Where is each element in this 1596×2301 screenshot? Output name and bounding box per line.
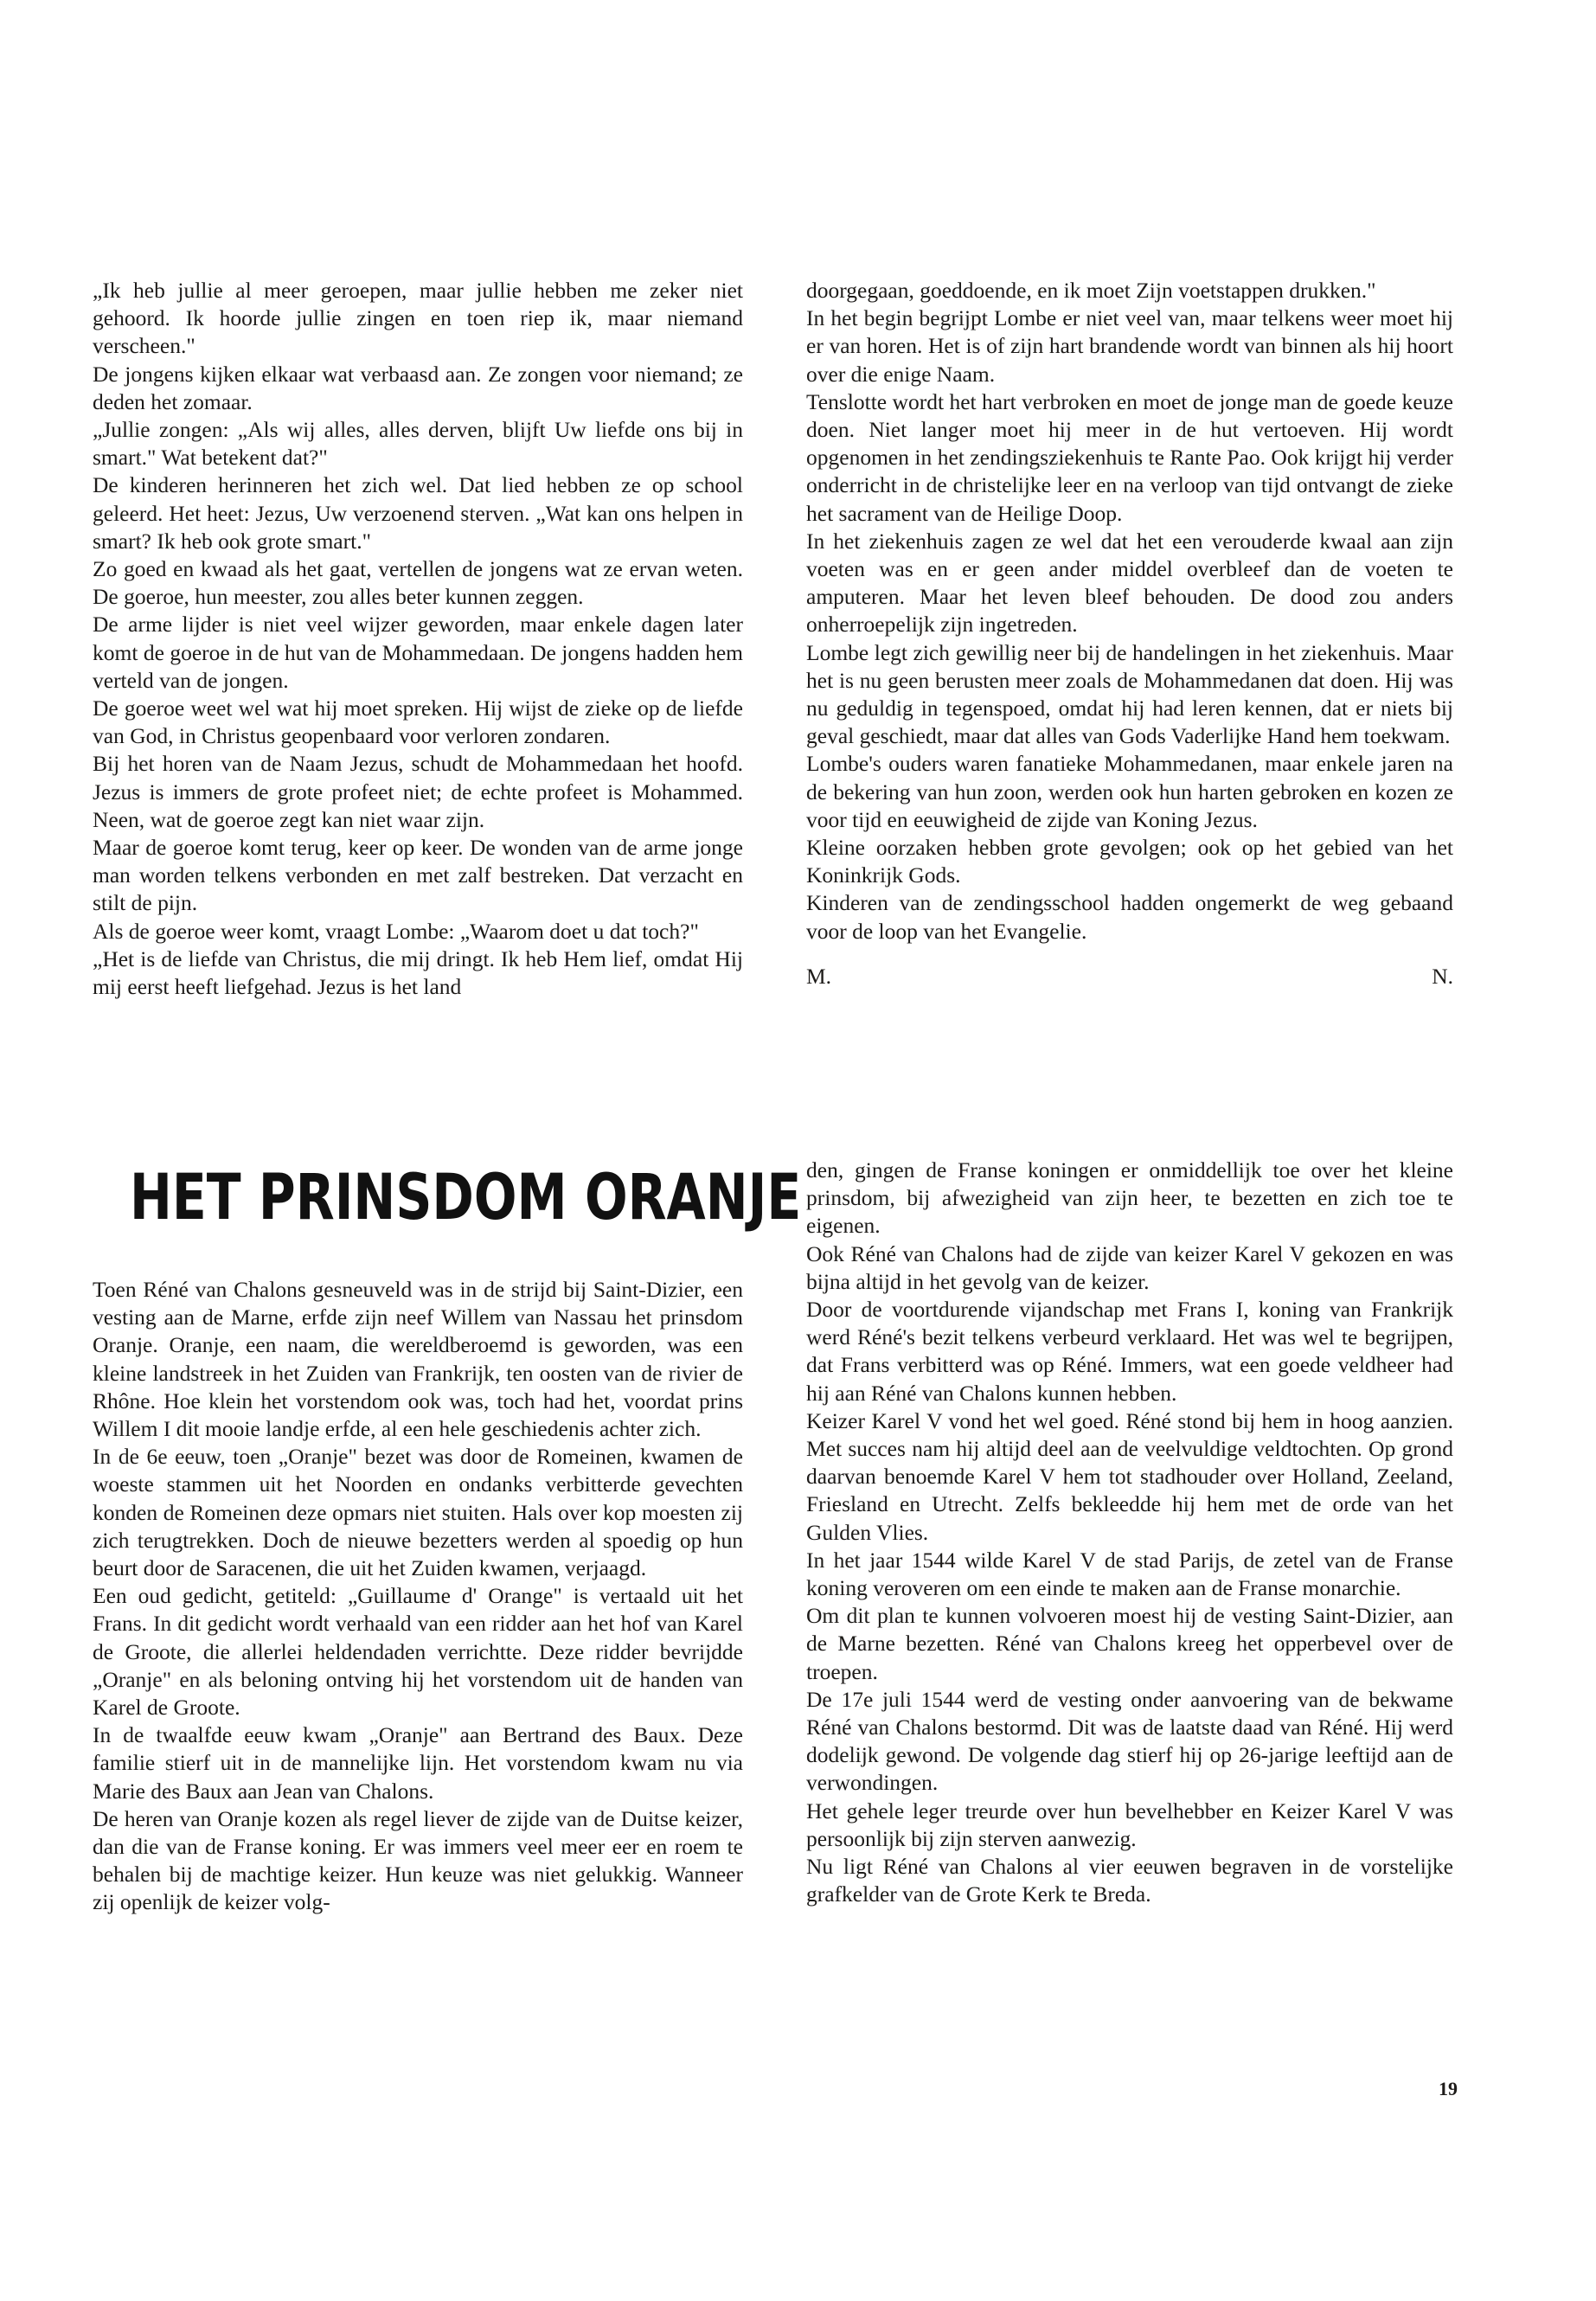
article-paragraph: In de 6e eeuw, toen „Oranje" bezet was door de Romeinen, kwamen de woeste stammen uit het Noorden en ondanks verbitterde gevechten konden de Romeinen deze opmars niet stuiten. Hals over kop moesten zij zich terugtrekken. Doch de nieuwe bezetters werden al spoedig op hun beurt door de Saracenen, die uit het Zuiden kwamen, verjaagd. (93, 1444, 743, 1581)
story-paragraph: „Jullie zongen: „Als wij alles, alles derven, blijft Uw liefde ons bij in smart." Wat betekent dat?" (93, 417, 743, 471)
story-column-right (806, 277, 1453, 990)
story-paragraph: Kinderen van de zendingsschool hadden ongemerkt de weg gebaand voor de loop van het Evangelie. (806, 890, 1453, 944)
article-paragraph: In het jaar 1544 wilde Karel V de stad Parijs, de zetel van de Franse koning veroveren om een einde te maken aan de Franse monarchie. (806, 1547, 1453, 1601)
article-paragraph: Een oud gedicht, getiteld: „Guillaume d' Orange" is vertaald uit het Frans. In dit gedicht wordt verhaald van een ridder aan het hof van Karel de Groote, die allerlei heldendaden verrichtte. Deze ridder bevrijdde „Oranje" en als beloning ontving hij het vorstendom uit de handen van Karel de Groote. (93, 1583, 743, 1721)
article-paragraph: Nu ligt Réné van Chalons al vier eeuwen begraven in de vorstelijke grafkelder van de Grote Kerk te Breda. (806, 1854, 1453, 1907)
story-paragraph: Tenslotte wordt het hart verbroken en moet de jonge man de goede keuze doen. Niet langer moet hij meer in de hut vertoeven. Hij wordt opgenomen in het zendingsziekenhuis te Rante Pao. Ook krijgt hij verder onderricht in de christelijke leer en na verloop van tijd ontvangt de zieke het sacrament van de Heilige Doop. (806, 388, 1453, 526)
story-paragraph: „Ik heb jullie al meer geroepen, maar jullie hebben me zeker niet gehoord. Ik hoorde jullie zingen en toen riep ik, maar niemand verscheen." (93, 278, 743, 359)
article-paragraph: De 17e juli 1544 werd de vesting onder aanvoering van de bekwame Réné van Chalons bestormd. Dit was de laatste daad van Réné. Hij werd dodelijk gewond. De volgende dag stierf hij op 26-jarige leeftijd aan de verwondingen. (806, 1686, 1453, 1796)
article-paragraph: Toen Réné van Chalons gesneuveld was in de strijd bij Saint-Dizier, een vesting aan de Marne, erfde zijn neef Willem van Nassau het prinsdom Oranje. Oranje, een naam, die wereldberoemd is geworden, was een kleine landstreek in het Zuiden van Frankrijk, ten oosten van de rivier de Rhône. Hoe klein het vorstendom ook was, toch had het, voordat prins Willem I dit mooie landje erfde, al een hele geschiedenis achter zich. (93, 1277, 743, 1442)
story-signature (806, 963, 1453, 990)
story-paragraph: De jongens kijken elkaar wat verbaasd aan. Ze zongen voor niemand; ze deden het zomaar. (93, 361, 743, 414)
story-paragraph: doorgegaan, goeddoende, en ik moet Zijn voetstappen drukken." (806, 278, 1376, 303)
article-paragraph: Keizer Karel V vond het wel goed. Réné stond bij hem in hoog aanzien. Met succes nam hij altijd deel aan de veelvuldige veldtochten. Op grond daarvan benoemde Karel V hem tot stadhouder over Holland, Zeeland, Friesland en Utrecht. Zelfs bekleedde hij hem met de orde van het Gulden Vlies. (806, 1407, 1453, 1545)
article-title: HET PRINSDOM ORANJE (130, 1161, 802, 1234)
story-paragraph: Lombe legt zich gewillig neer bij de handelingen in het ziekenhuis. Maar het is nu geen berusten meer zoals de Mohammedanen dat doen. Hij was nu geduldig in tegenspoed, omdat hij had leren kennen, dat er niets bij geval geschiedt, maar dat alles van Gods Vaderlijke Hand hem toekwam. (806, 639, 1453, 749)
signature-initial-right: N. (1432, 963, 1453, 989)
story-paragraph: De goeroe weet wel wat hij moet spreken. Hij wijst de zieke op de liefde van God, in Christus geopenbaard voor verloren zondaren. (93, 695, 743, 749)
story-paragraph: Als de goeroe weer komt, vraagt Lombe: „Waarom doet u dat toch?" (93, 918, 699, 944)
story-column-left (93, 277, 743, 1001)
article-column-left (93, 1276, 743, 1917)
story-paragraph: „Het is de liefde van Christus, die mij dringt. Ik heb Hem lief, omdat Hij mij eerst heeft liefgehad. Jezus is het land (93, 945, 743, 1000)
story-paragraph: Zo goed en kwaad als het gaat, vertellen de jongens wat ze ervan weten. De goeroe, hun meester, zou alles beter kunnen zeggen. (93, 556, 743, 610)
page-number: 19 (1439, 2078, 1458, 2099)
story-paragraph: Bij het horen van de Naam Jezus, schudt de Mohammedaan het hoofd. Jezus is immers de grote profeet niet; de echte profeet is Mohammed. Neen, wat de goeroe zegt kan niet waar zijn. (93, 751, 743, 832)
story-paragraph: De arme lijder is niet veel wijzer geworden, maar enkele dagen later komt de goeroe in de hut van de Mohammedaan. De jongens hadden hem verteld van de jongen. (93, 612, 743, 693)
signature-initial-left: M. (806, 963, 832, 989)
story-paragraph: De kinderen herinneren het zich wel. Dat lied hebben ze op school geleerd. Het heet: Jezus, Uw verzoenend sterven. „Wat kan ons helpen in smart? Ik heb ook grote smart." (93, 472, 743, 554)
article-paragraph: Het gehele leger treurde over hun bevelhebber en Keizer Karel V was persoonlijk bij zijn sterven aanwezig. (806, 1798, 1453, 1851)
article-paragraph: Om dit plan te kunnen volvoeren moest hij de vesting Saint-Dizier, aan de Marne bezetten. Réné van Chalons kreeg het opperbevel over de troepen. (806, 1603, 1453, 1684)
story-paragraph: Lombe's ouders waren fanatieke Mohammedanen, maar enkele jaren na de bekering van hun zoon, werden ook hun harten gebroken en kozen ze voor tijd en eeuwigheid de zijde van Koning Jezus. (806, 751, 1453, 832)
article-paragraph: De heren van Oranje kozen als regel liever de zijde van de Duitse keizer, dan die van de Franse koning. Er was immers veel meer eer en roem te behalen bij de machtige keizer. Hun keuze was niet gelukkig. Wanneer zij openlijk de keizer volg- (93, 1805, 743, 1915)
story-paragraph: In het ziekenhuis zagen ze wel dat het een verouderde kwaal aan zijn voeten was en er geen ander middel overbleef dan de voeten te amputeren. Maar het leven bleef behouden. De dood zou anders onherroepelijk zijn ingetreden. (806, 528, 1453, 638)
article-column-right (806, 1157, 1453, 1908)
story-paragraph: In het begin begrijpt Lombe er niet veel van, maar telkens weer moet hij er van horen. Het is of zijn hart brandende wordt van binnen als hij hoort over die enige Naam. (806, 305, 1453, 387)
article-paragraph: Door de voortdurende vijandschap met Frans I, koning van Frankrijk werd Réné's bezit telkens verbeurd verklaard. Het was wel te begrijpen, dat Frans verbitterd was op Réné. Immers, wat een goede veldheer had hij aan Réné van Chalons kunnen hebben. (806, 1297, 1453, 1406)
article-paragraph: Ook Réné van Chalons had de zijde van keizer Karel V gekozen en was bijna altijd in het gevolg van de keizer. (806, 1240, 1453, 1294)
article-paragraph: In de twaalfde eeuw kwam „Oranje" aan Bertrand des Baux. Deze familie stierf uit in de mannelijke lijn. Het vorstendom kwam nu via Marie des Baux aan Jean van Chalons. (93, 1722, 743, 1804)
story-paragraph: Maar de goeroe komt terug, keer op keer. De wonden van de arme jonge man worden telkens verbonden en met zalf bestreken. Dat verzacht en stilt de pijn. (93, 835, 743, 916)
story-paragraph: Kleine oorzaken hebben grote gevolgen; ook op het gebied van het Koninkrijk Gods. (806, 835, 1453, 888)
article-paragraph: den, gingen de Franse koningen er onmiddellijk toe over het kleine prinsdom, bij afwezigheid van zijn heer, te bezetten en zich toe te eigenen. (806, 1157, 1453, 1239)
